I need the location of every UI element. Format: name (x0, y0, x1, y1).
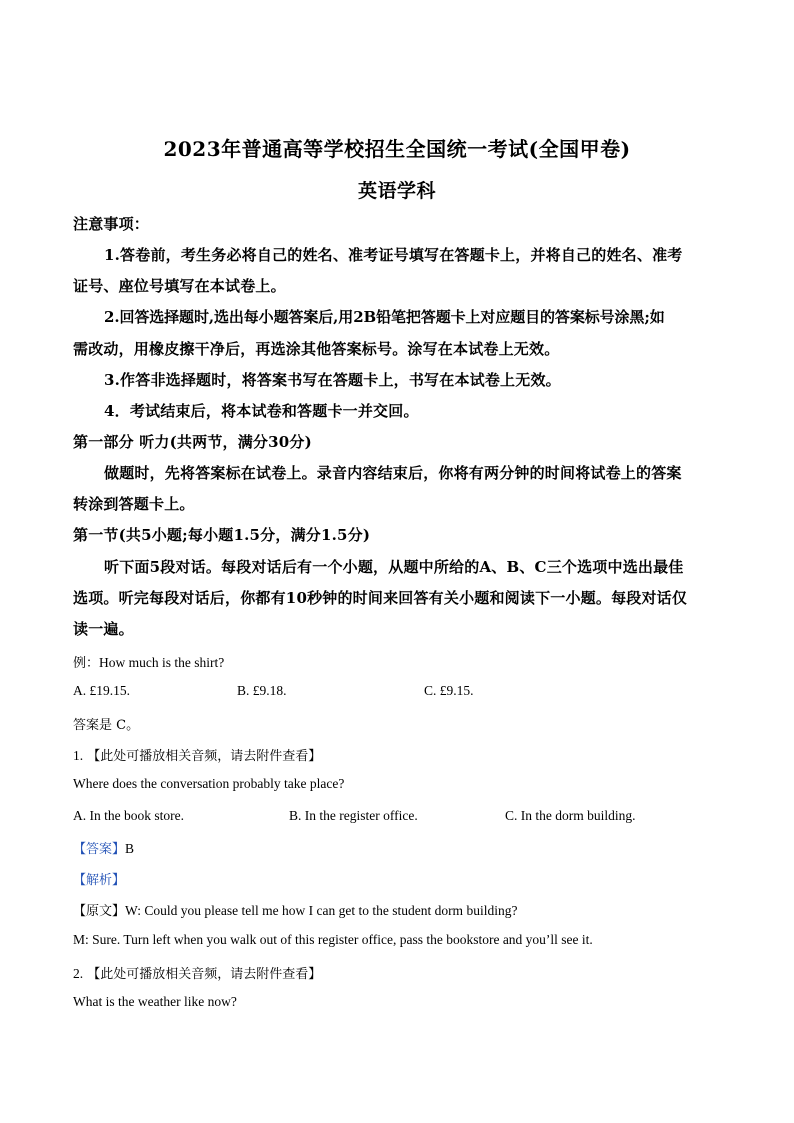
example-question-line (73, 652, 224, 671)
original-text-line-2: M: Sure. Turn left when you walk out of this register office, pass the bookstore and you’ll see it. (73, 932, 593, 947)
original-line-1: W: Could you please tell me how I can get to the student dorm building? (125, 903, 518, 918)
note-item-1-line-2: 证号、座位号填写在本试卷上。 (73, 277, 286, 295)
example-option-b: B. £9.18. (237, 683, 287, 698)
note-item-3: 3.作答非选择题时，将答案书写在答题卡上，书写在本试卷上无效。 (104, 371, 561, 389)
part1-heading: 第一部分 听力(共两节，满分30分) (73, 433, 312, 451)
question-1-option-a: A. In the book store. (73, 808, 184, 823)
exam-title: 2023年普通高等学校招生全国统一考试(全国甲卷) (163, 137, 631, 161)
note-item-2-line-1: 2.回答选择题时,选出每小题答案后,用2B铅笔把答题卡上对应题目的答案标号涂黑;如 (104, 308, 665, 326)
question-1-option-c: C. In the dorm building. (505, 808, 636, 823)
section1-intro-line-1: 听下面5段对话。每段对话后有一个小题，从题中所给的A、B、C三个选项中选出最佳 (104, 558, 684, 576)
section1-intro-line-3: 读一遍。 (73, 620, 134, 638)
part1-intro-line-2: 转涂到答题卡上。 (73, 495, 195, 513)
question-2-audio-note[interactable]: 【此处可播放相关音频，请去附件查看】 (87, 967, 322, 982)
example-question: How much is the shirt? (99, 655, 225, 670)
question-1-answer (73, 838, 134, 857)
answer-value: B (125, 841, 135, 856)
note-item-4: 4．考试结束后，将本试卷和答题卡一并交回。 (104, 402, 419, 420)
analysis-label: 【解析】 (73, 873, 126, 888)
example-answer: 答案是 C。 (73, 718, 140, 733)
example-label: 例： (73, 656, 100, 671)
section1-heading: 第一节(共5小题;每小题1.5分，满分1.5分) (73, 526, 371, 544)
original-text-line-1 (73, 900, 517, 919)
question-1-text: Where does the conversation probably take place? (73, 776, 345, 791)
part1-intro-line-1: 做题时，先将答案标在试卷上。录音内容结束后，你将有两分钟的时间将试卷上的答案 (104, 464, 682, 482)
original-label: 【原文】 (73, 904, 126, 919)
example-option-c: C. £9.15. (424, 683, 474, 698)
question-1-header (73, 745, 321, 764)
answer-label: 【答案】 (73, 842, 126, 857)
notes-heading: 注意事项： (73, 215, 150, 233)
question-2-number: 2. (73, 966, 84, 981)
question-1-audio-note[interactable]: 【此处可播放相关音频，请去附件查看】 (87, 749, 322, 764)
question-1-option-b: B. In the register office. (289, 808, 418, 823)
question-2-text: What is the weather like now? (73, 994, 237, 1009)
example-option-a: A. £19.15. (73, 683, 130, 698)
question-1-number: 1. (73, 748, 84, 763)
exam-subject: 英语学科 (357, 180, 436, 202)
section1-intro-line-2: 选项。听完每段对话后，你都有10秒钟的时间来回答有关小题和阅读下一小题。每段对话仅 (73, 589, 688, 607)
note-item-1-line-1: 1.答卷前，考生务必将自己的姓名、准考证号填写在答题卡上，并将自己的姓名、准考 (104, 246, 683, 264)
note-item-2-line-2: 需改动，用橡皮擦干净后，再选涂其他答案标号。涂写在本试卷上无效。 (73, 340, 560, 358)
question-2-header (73, 963, 321, 982)
